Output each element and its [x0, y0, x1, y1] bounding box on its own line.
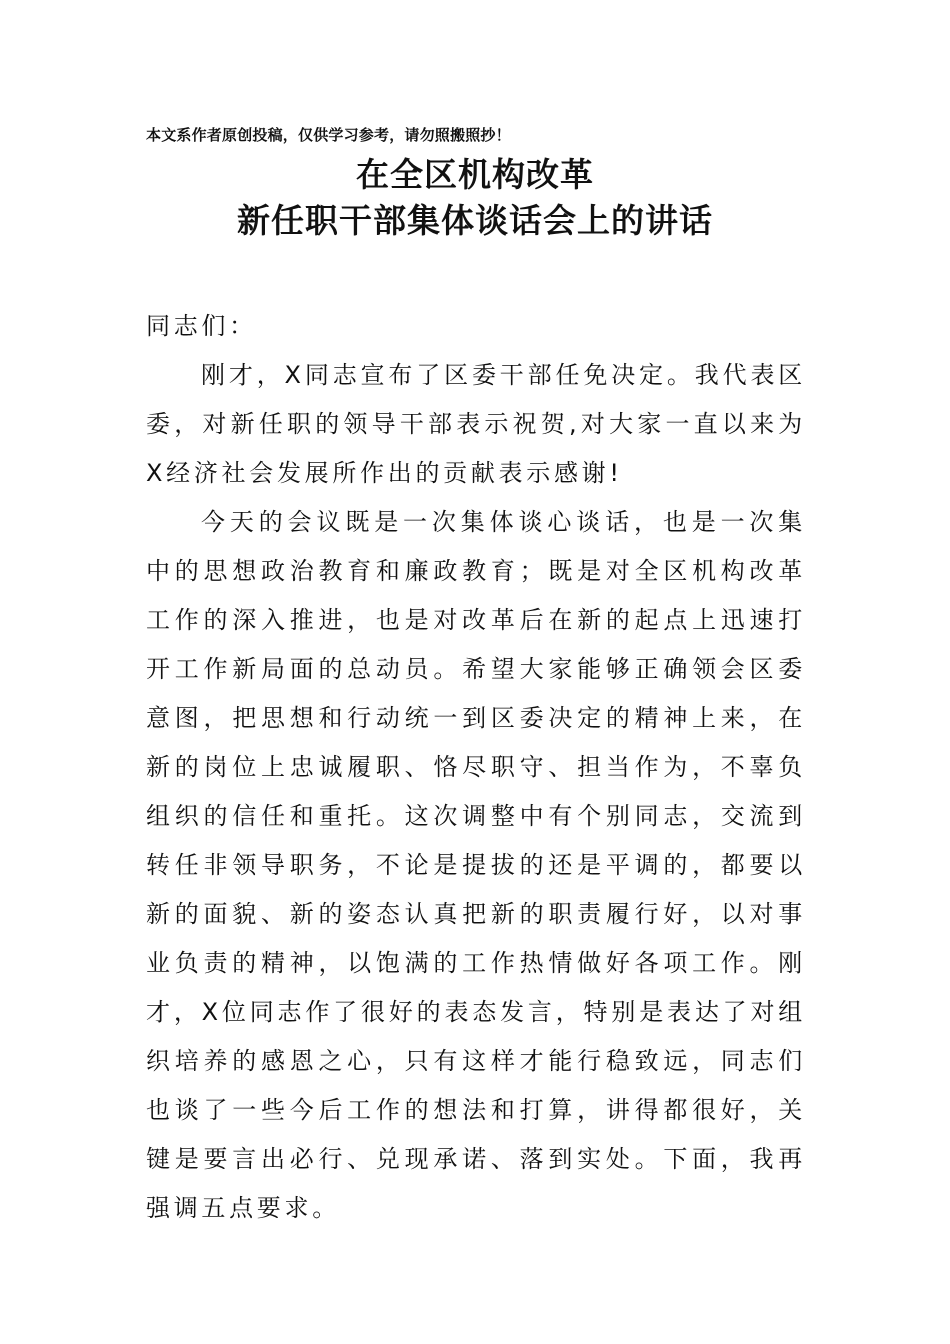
paragraph: 刚才，X同志宣布了区委干部任免决定。我代表区委，对新任职的领导干部表示祝贺,对大家一直以来为X经济社会发展所作出的贡献表示感谢!: [146, 361, 806, 487]
greeting: 同志们：: [146, 312, 257, 340]
copyright-notice: 本文系作者原创投稿，仅供学习参考，请勿照搬照抄！: [146, 126, 511, 144]
paragraph: 今天的会议既是一次集体谈心谈话，也是一次集中的思想政治教育和廉政教育；既是对全区机构改革工作的深入推进，也是对改革后在新的起点上迅速打开工作新局面的总动员。希望大家能够正确领会区委意图，把思想和行动统一到区委决定的精神上来，在新的岗位上忠诚履职、恪尽职守、担当作为，不辜负组织的信任和重托。这次调整中有个别同志，交流到转任非领导职务，不论是提拔的还是平调的，都要以新的面貌、新的姿态认真把新的职责履行好，以对事业负责的精神，以饱满的工作热情做好各项工作。刚才，X位同志作了很好的表态发言，特别是表达了对组织培养的感恩之心，只有这样才能行稳致远，同志们也谈了一些今后工作的想法和打算，讲得都很好，关键是要言出必行、兑现承诺、落到实处。下面，我再强调五点要求。: [146, 508, 806, 1222]
document-body: [146, 302, 806, 1233]
document-title-line-2: 新任职干部集体谈话会上的讲话: [237, 201, 713, 240]
document-title-line-1: 在全区机构改革: [356, 155, 594, 194]
